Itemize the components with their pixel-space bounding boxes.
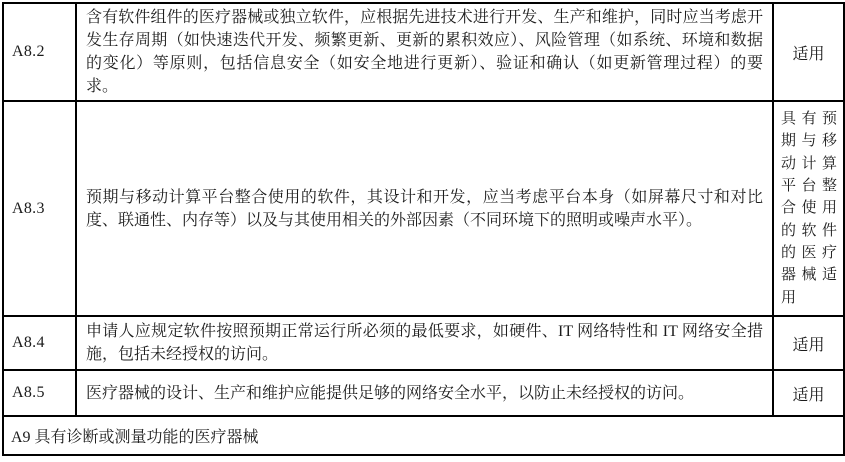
requirement-text: 预期与移动计算平台整合使用的软件，其设计和开发，应当考虑平台本身（如屏幕尺寸和对比度、联通性、内存等）以及与其使用相关的外部因素（不同环境下的照明或噪声水平）。 [76,101,773,316]
applicability-value: 具有预期与移动计算平台整合使用的软件的医疗器械适用 [773,101,844,316]
table-row [3,316,844,370]
section-title: A9 具有诊断或测量功能的医疗器械 [3,416,844,455]
requirement-text: 含有软件组件的医疗器械或独立软件，应根据先进技术进行开发、生产和维护，同时应当考虑开发生存周期（如快速迭代开发、频繁更新、更新的累积效应）、风险管理（如系统、环境和数据的变化）等原则，包括信息安全（如安全地进行更新）、验证和确认（如更新管理过程）的要求。 [76,3,773,101]
applicability-value: 适用 [773,3,844,101]
table-row [3,370,844,416]
requirements-table [2,2,845,456]
clause-id: A8.4 [3,316,76,370]
requirement-text: 医疗器械的设计、生产和维护应能提供足够的网络安全水平，以防止未经授权的访问。 [76,370,773,416]
requirement-text: 申请人应规定软件按照预期正常运行所必须的最低要求，如硬件、IT 网络特性和 IT 网络安全措施，包括未经授权的访问。 [76,316,773,370]
document-page [0,2,845,462]
table-row [3,3,844,101]
clause-id: A8.2 [3,3,76,101]
applicability-value: 适用 [773,370,844,416]
table-row [3,101,844,316]
clause-id: A8.3 [3,101,76,316]
section-row [3,416,844,455]
clause-id: A8.5 [3,370,76,416]
applicability-value: 适用 [773,316,844,370]
